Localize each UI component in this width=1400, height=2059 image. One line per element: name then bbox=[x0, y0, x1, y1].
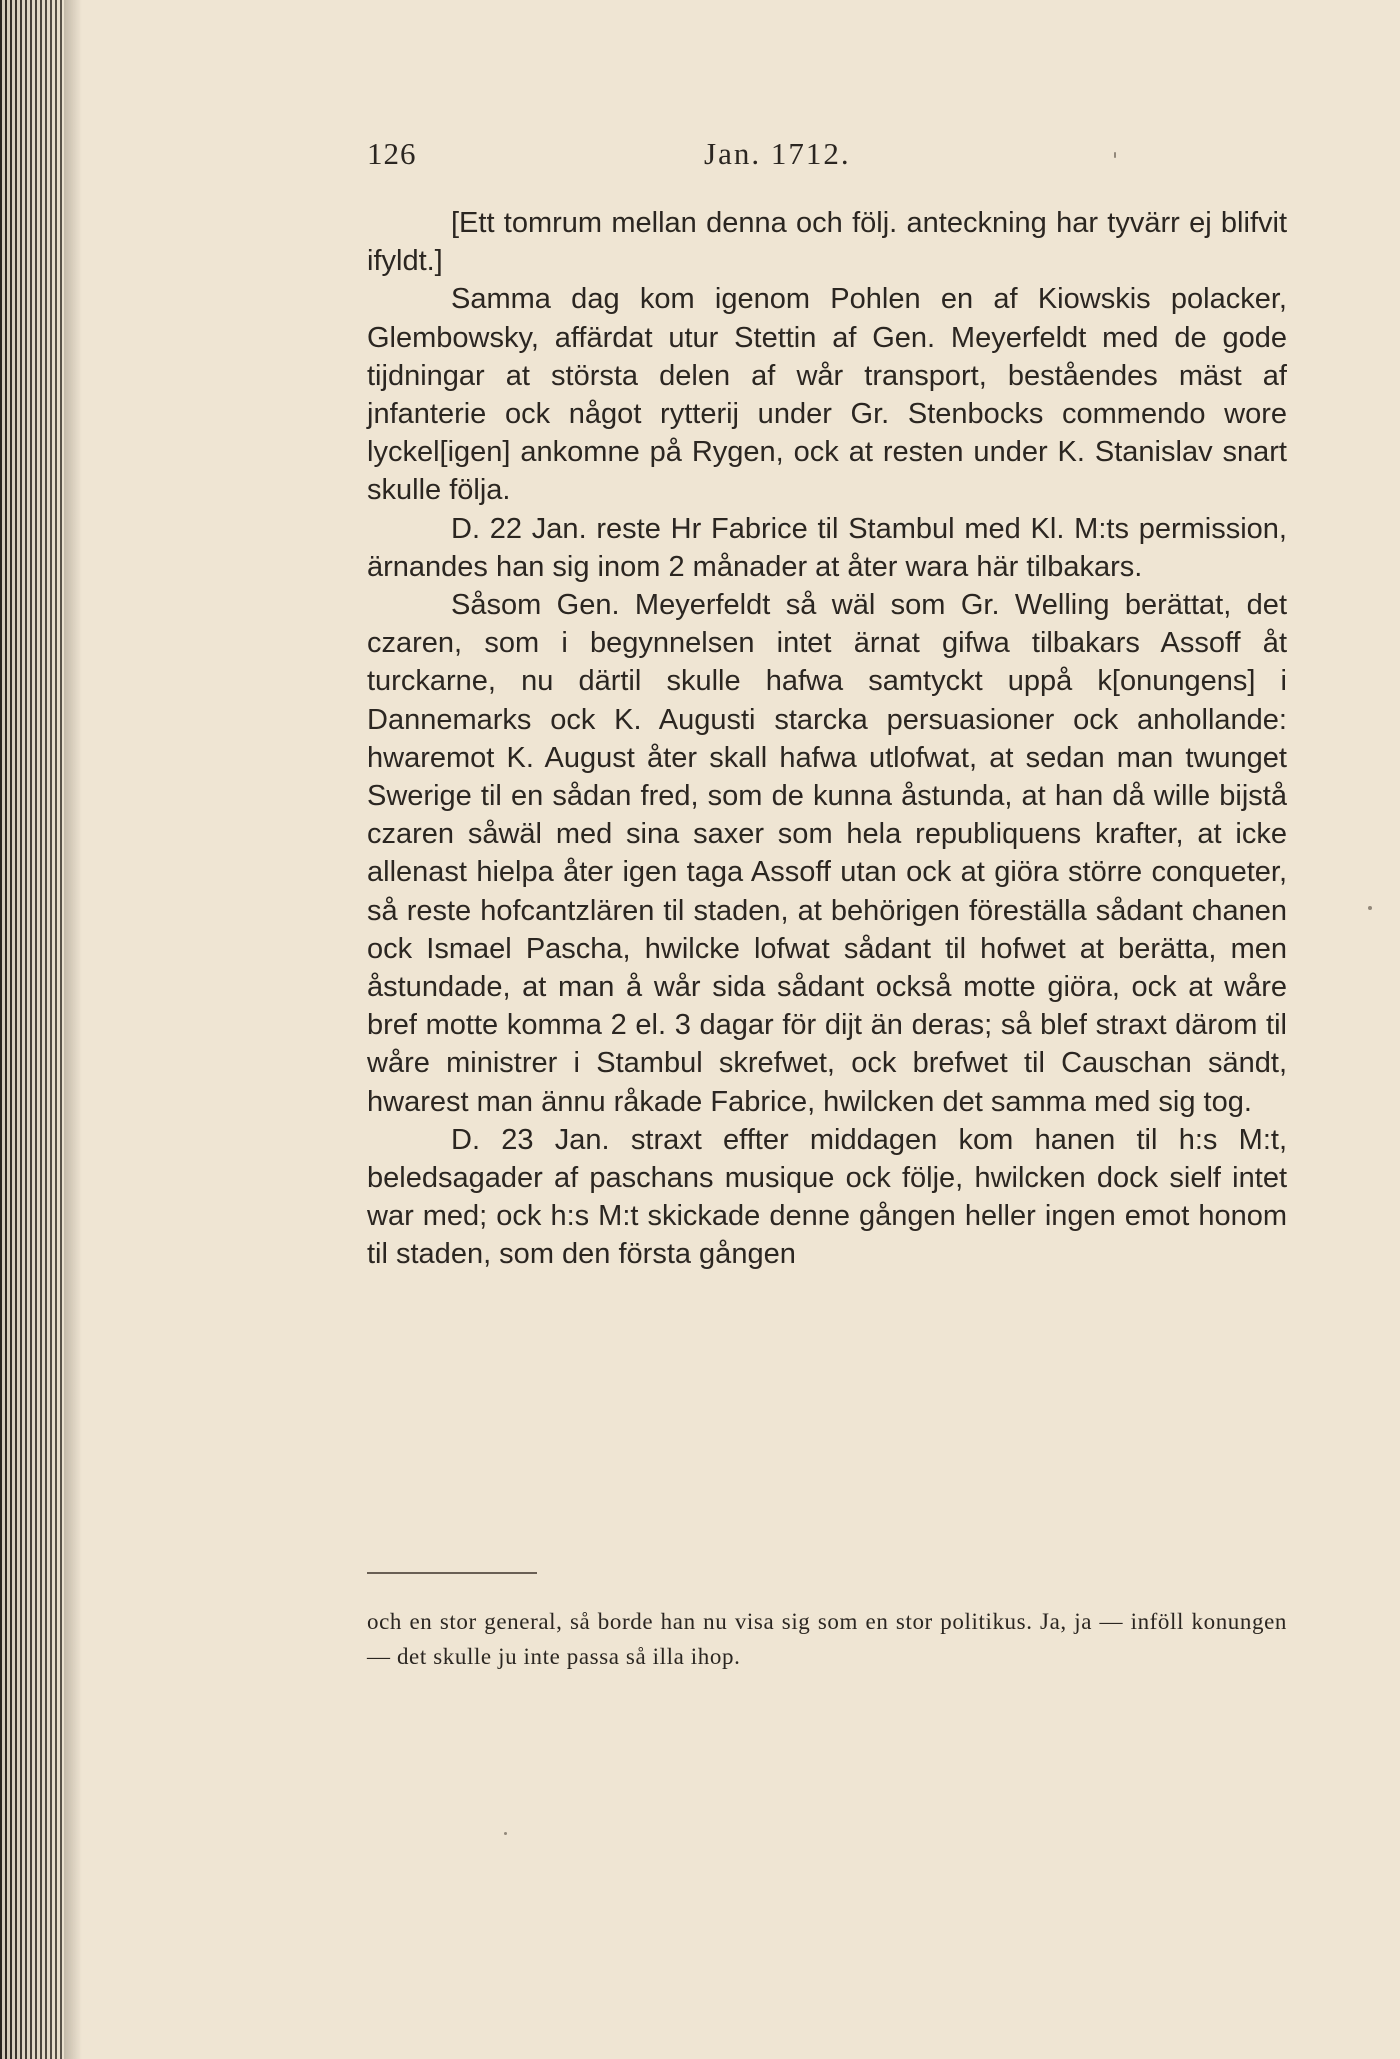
page-binding-edge bbox=[0, 0, 64, 2059]
main-text bbox=[367, 204, 1287, 1274]
paper-speck bbox=[504, 1832, 507, 1835]
running-head: Jan. 1712. bbox=[704, 136, 851, 171]
paragraph-1: [Ett tomrum mellan denna och följ. anteckning har tyvärr ej blifvit ifyldt.] bbox=[367, 207, 1287, 278]
footnote-text: och en stor general, så borde han nu visa sig som en stor politikus. Ja, ja — inföll konungen — det skulle ju inte passa så illa ihop. bbox=[367, 1609, 1287, 1669]
page-header bbox=[367, 136, 1287, 180]
paragraph-4: Såsom Gen. Meyerfeldt så wäl som Gr. Welling berättat, det czaren, som i begynnelsen intet ärnat gifwa tilbakars Assoff åt turckarne, nu därtil skulle hafwa samtyckt uppå k[onungens] i Dannemarks ock K. Augusti starcka persuasioner ock anhollande: hwaremot K. August åter skall hafwa utlofwat, at sedan man twunget Swerige til en sådan fred, som de kunna åstunda, at han då wille bijstå czaren såwäl med sina saxer som hela republiquens krafter, at icke allenast hielpa åter igen taga Assoff utan ock at giöra större conqueter, så reste hofcantzlären til staden, at behörigen föreställa sådant chanen ock Ismael Pascha, hwilcke lofwat sådant til hofwet at berätta, men åstundade, at man å wår sida sådant också motte giöra, ock at wåre bref motte komma 2 el. 3 dagar för dijt än deras; så blef straxt därom til wåre ministrer i Stambul skrefwet, ock brefwet til Causchan sändt, hwarest man ännu råkade Fabrice, hwilcken det samma med sig tog. bbox=[367, 589, 1287, 1118]
paper-speck bbox=[1114, 152, 1116, 158]
paragraph-5: D. 23 Jan. straxt effter middagen kom hanen til h:s M:t, beledsagader af paschans musique ock följe, hwilcken dock sielf intet war med; ock h:s M:t skickade denne gången heller ingen emot honom til staden, som den första gången bbox=[367, 1123, 1287, 1271]
page-number: 126 bbox=[367, 136, 417, 171]
paragraph-2: Samma dag kom igenom Pohlen en af Kiowskis polacker, Glembowsky, affärdat utur Stettin af Gen. Meyerfeldt med de gode tijdningar at största delen af wår transport, beståendes mäst af jnfanterie ock något rytterij under Gr. Stenbocks commendo wore lyckel[igen] ankomne på Rygen, ock at resten under K. Stanislav snart skulle följa. bbox=[367, 283, 1287, 507]
footnote bbox=[367, 1604, 1287, 1674]
footnote-separator bbox=[367, 1572, 537, 1574]
paper-speck bbox=[1368, 906, 1372, 910]
paragraph-3: D. 22 Jan. reste Hr Fabrice til Stambul med Kl. M:ts permission, ärnandes han sig inom 2 månader at åter wara här tilbakars. bbox=[367, 512, 1287, 583]
